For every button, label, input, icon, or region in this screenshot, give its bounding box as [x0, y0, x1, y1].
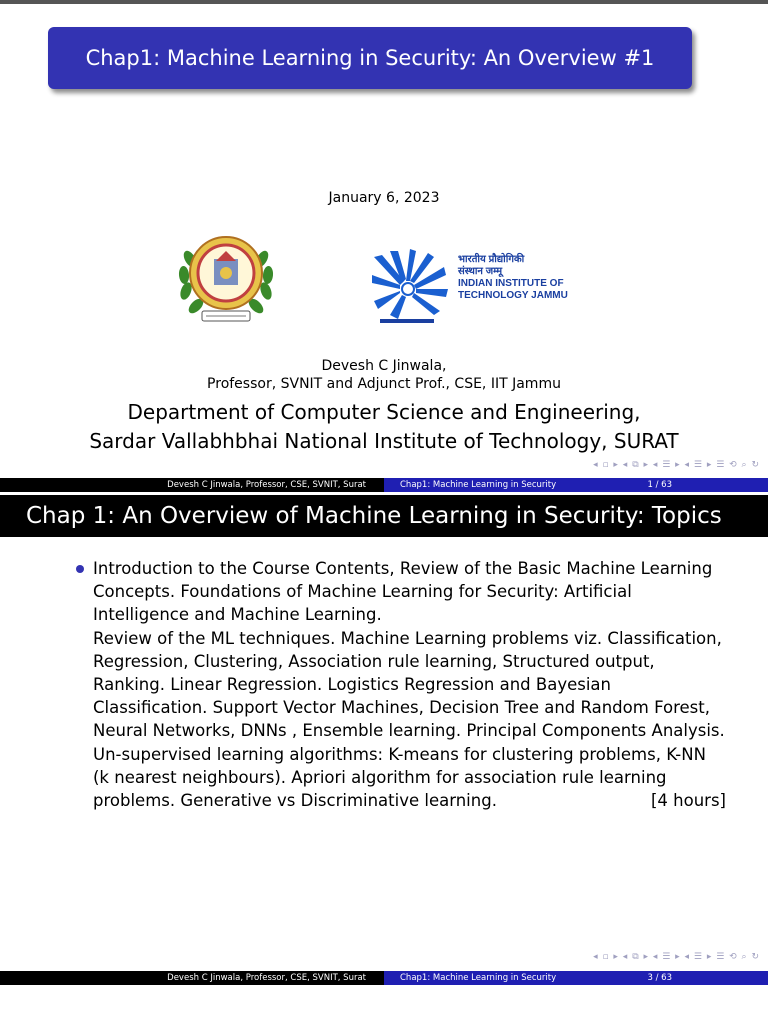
slide-title-page — [0, 4, 768, 490]
department-block — [0, 398, 768, 456]
author-block — [0, 357, 768, 393]
topics-list — [76, 557, 726, 812]
iit-hindi-line1: भारतीय प्रौद्योगिकी — [458, 254, 525, 265]
beamer-navigation-controls[interactable]: ◂ ▫ ▸ ◂ ⧉ ▸ ◂ ☰ ▸ ◂ ☰ ▸ ☰ ⟲ ⌕ ↻ — [593, 952, 760, 962]
footer-page-number: 3 / 63 — [647, 973, 672, 983]
slide-footer — [0, 478, 768, 492]
topic-hours: [4 hours] — [650, 791, 726, 811]
author-role: Professor, SVNIT and Adjunct Prof., CSE, IIT Jammu — [207, 376, 561, 392]
footer-author: Devesh C Jinwala, Professor, CSE, SVNIT, Surat — [0, 478, 384, 492]
topic-paragraph-1: Introduction to the Course Contents, Review of the Basic Machine Learning Concepts. Foundations of Machine Learning for Security: Artificial Intelligence and Machine Learning. — [93, 559, 713, 625]
iit-hindi-line2: संस्थान जम्मू — [458, 266, 503, 277]
slide-topics — [0, 495, 768, 983]
department-name: Department of Computer Science and Engineering, — [127, 400, 641, 424]
iit-jammu-logo-icon — [370, 249, 450, 325]
topic-last-text: problems. Generative vs Discriminative learning. — [93, 791, 497, 811]
list-item — [93, 557, 726, 812]
topic-paragraph-2: Review of the ML techniques. Machine Learning problems viz. Classification, Regression, Clustering, Association rule learning, Structured output, Ranking. Linear Regression. Logistics Regression and Bayesian Classification. Support Vector Machines, Decision Tree and Random Forest, Neural Networks, DNNs , Ensemble learning. Principal Components Analysis. Un-supervised learning algorithms: K-means for clustering problems, K-NN (k nearest neighbours). Apriori algorithm for association rule learning — [93, 628, 725, 787]
institute-name: Sardar Vallabhbhai National Institute of Technology, SURAT — [89, 429, 679, 453]
footer-right — [384, 971, 768, 985]
presentation-date: January 6, 2023 — [328, 190, 440, 206]
footer-right — [384, 478, 768, 492]
footer-short-title: Chap1: Machine Learning in Security — [400, 973, 557, 983]
bullet-icon — [76, 565, 84, 573]
author-name: Devesh C Jinwala, — [321, 358, 447, 374]
footer-short-title: Chap1: Machine Learning in Security — [400, 480, 557, 490]
iit-jammu-logo-text — [458, 254, 568, 302]
topic-last-line — [93, 789, 726, 812]
slide-footer — [0, 971, 768, 985]
iit-english-line2: TECHNOLOGY JAMMU — [458, 290, 568, 301]
footer-page-number: 1 / 63 — [647, 480, 672, 490]
iit-english-line1: INDIAN INSTITUTE OF — [458, 278, 564, 289]
frame-title: Chap 1: An Overview of Machine Learning in Security: Topics — [26, 503, 722, 529]
title-box — [48, 27, 692, 89]
frame-title-bar — [0, 495, 768, 537]
slide-title: Chap1: Machine Learning in Security: An Overview #1 — [85, 46, 655, 70]
svnit-logo-icon — [178, 229, 274, 327]
beamer-navigation-controls[interactable]: ◂ ▫ ▸ ◂ ⧉ ▸ ◂ ☰ ▸ ◂ ☰ ▸ ☰ ⟲ ⌕ ↻ — [593, 460, 760, 470]
footer-author: Devesh C Jinwala, Professor, CSE, SVNIT, Surat — [0, 971, 384, 985]
